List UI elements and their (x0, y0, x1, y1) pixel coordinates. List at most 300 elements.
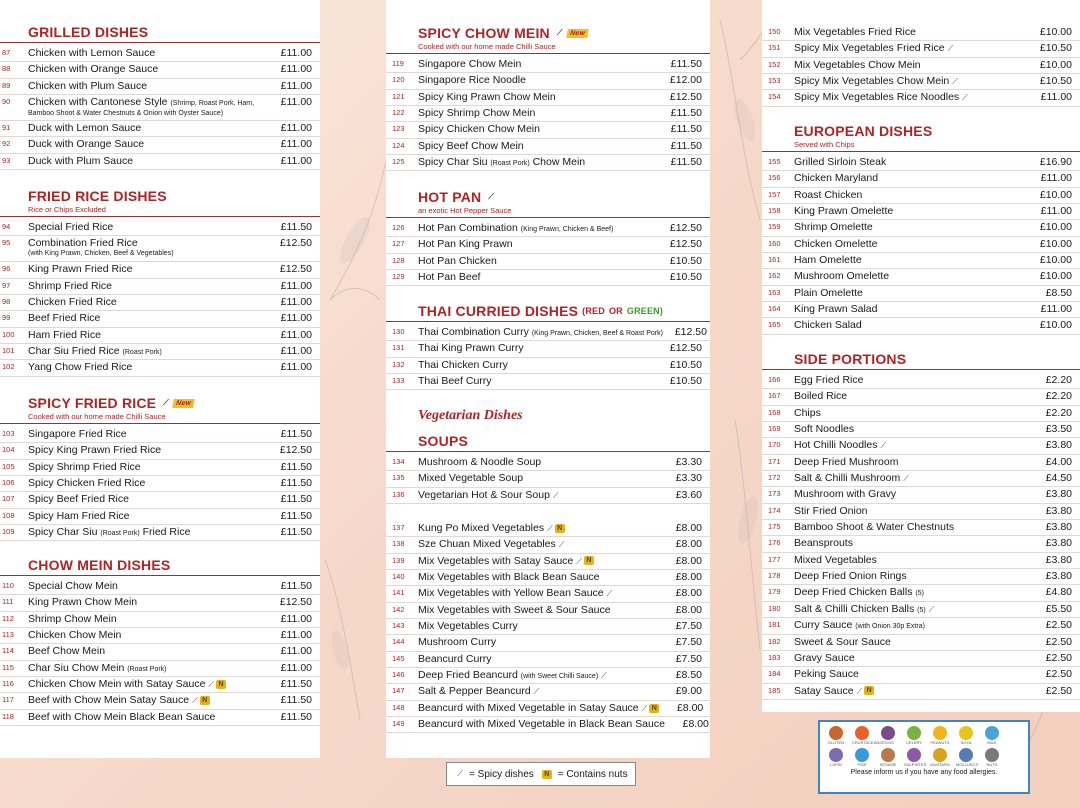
item-name-text: Spicy Chicken Chow Mein (418, 123, 540, 136)
menu-item (386, 106, 710, 122)
menu-item (0, 525, 320, 541)
item-price: £10.00 (1039, 237, 1072, 250)
item-name (794, 635, 1028, 649)
item-number: 176 (768, 538, 781, 548)
nut-icon: N (584, 556, 594, 565)
item-name-text: Salt & Chilli Mushroom (794, 472, 901, 485)
menu-item (386, 270, 710, 286)
item-list (386, 325, 710, 390)
item-name (794, 58, 1028, 72)
item-name-text: King Prawn Salad (794, 303, 878, 316)
item-note: (Roast Pork) (100, 530, 140, 538)
section-subtitle: an exotic Hot Pepper Sauce (418, 206, 512, 215)
item-number: 100 (2, 329, 15, 339)
item-name-text: Hot Pan Chicken (418, 254, 497, 267)
section-title-text: THAI CURRIED DISHES (418, 303, 579, 319)
allergen-milk-icon (982, 726, 1002, 746)
item-name-text: Duck with Plum Sauce (28, 154, 134, 167)
item-number: 148 (392, 702, 405, 712)
item-name (794, 487, 1028, 501)
item-number: 106 (2, 478, 15, 488)
item-number: 123 (392, 124, 405, 134)
item-name-text: Deep Fried Onion Rings (794, 570, 907, 583)
item-name (794, 389, 1028, 403)
menu-item (0, 710, 320, 726)
item-price: £7.50 (675, 636, 702, 649)
item-name-text: Char Siu Fried Rice (28, 345, 120, 358)
item-name (794, 318, 1028, 332)
item-name-text: Thai Beef Curry (418, 375, 492, 388)
item-name-text: Mushroom with Gravy (794, 488, 897, 501)
item-name (28, 525, 268, 540)
menu-item (762, 667, 1080, 683)
nut-icon: N (555, 524, 565, 533)
allergen-label: SOYA (960, 740, 972, 745)
item-name-text: King Prawn Omelette (794, 205, 894, 218)
item-number: 87 (2, 48, 11, 57)
menu-item (762, 318, 1080, 334)
item-name (794, 504, 1028, 518)
item-name (418, 668, 658, 683)
menu-item (0, 693, 320, 709)
item-name-text: Mushroom Omelette (794, 270, 890, 283)
item-number: 97 (2, 280, 11, 290)
menu-item (386, 521, 710, 537)
menu-item (762, 188, 1080, 204)
menu-item (386, 619, 710, 635)
item-price: £10.00 (1039, 26, 1072, 38)
item-number: 169 (768, 424, 781, 434)
item-note: (King Prawn, Chicken, Beef & Roast Pork) (531, 330, 663, 337)
item-number: 170 (768, 440, 781, 450)
chilli-icon: ⟋ (558, 540, 565, 550)
item-price: £11.50 (280, 428, 312, 440)
green-label: GREEN) (626, 306, 664, 316)
item-price: £11.50 (280, 460, 312, 473)
section-subtitle: Rice or Chips Excluded (28, 205, 106, 214)
item-name (28, 311, 268, 325)
menu-item (386, 374, 710, 390)
item-name-text: Spicy Mix Vegetables Rice Noodles (794, 91, 960, 104)
item-price: £2.50 (1045, 619, 1072, 632)
menu-item (762, 74, 1080, 90)
item-number: 142 (392, 604, 405, 614)
item-name-text: Duck with Orange Sauce (28, 138, 145, 151)
item-number: 152 (768, 59, 781, 69)
allergen-sulphites-icon (904, 748, 927, 768)
allergen-gluten-icon (826, 726, 846, 746)
item-name-text: Ham Fried Rice (28, 328, 101, 341)
chilli-icon: ⟋ (641, 703, 648, 713)
item-name-text: Mushroom & Noodle Soup (418, 456, 542, 468)
item-name-suffix: Fried Rice (142, 526, 191, 539)
menu-item (762, 220, 1080, 236)
item-list (762, 25, 1080, 107)
item-name-text: Beef with Chow Mein Black Bean Sauce (28, 710, 216, 723)
item-name-text: Shrimp Fried Rice (28, 279, 113, 292)
item-name (794, 90, 1028, 104)
item-price: £4.80 (1045, 586, 1072, 599)
allergen-sesame-icon (878, 748, 898, 768)
item-number: 181 (768, 620, 781, 630)
item-number: 174 (768, 505, 781, 515)
menu-item (0, 612, 320, 628)
item-name (794, 602, 1028, 617)
item-name (28, 137, 268, 151)
item-price: £10.00 (1039, 188, 1072, 201)
item-note: (5) (917, 606, 926, 614)
chilli-icon: ⟋ (488, 192, 495, 201)
item-number: 156 (768, 173, 781, 183)
allergen-crustaceans-icon (852, 726, 882, 746)
item-name-text: Mix Vegetables Curry (418, 620, 518, 633)
item-name-text: Plain Omelette (794, 286, 863, 299)
item-price: £16.90 (1039, 156, 1072, 168)
section-rule (762, 151, 1080, 152)
item-number: 138 (392, 539, 405, 549)
item-price: £3.80 (1045, 488, 1072, 501)
item-price: £3.80 (1045, 504, 1072, 517)
item-number: 130 (392, 327, 405, 336)
item-name-text: Satay Sauce (794, 684, 854, 697)
section-title-text: SPICY CHOW MEIN (418, 25, 550, 41)
item-number: 105 (2, 461, 15, 471)
item-number: 90 (2, 97, 11, 107)
menu-item (762, 455, 1080, 471)
item-price: £8.00 (675, 554, 702, 567)
item-name (28, 509, 268, 523)
menu-item (0, 137, 320, 153)
allergen-celery-icon (904, 726, 924, 746)
item-number: 177 (768, 554, 781, 564)
item-number: 99 (2, 313, 11, 323)
menu-item (0, 644, 320, 660)
item-price: £11.00 (280, 138, 312, 151)
menu-item (0, 328, 320, 344)
item-name-text: Singapore Chow Mein (418, 58, 522, 70)
item-price: £9.00 (675, 685, 702, 698)
chilli-icon: ⟋ (208, 680, 215, 690)
menu-item (762, 204, 1080, 220)
item-price: £11.50 (670, 107, 702, 120)
item-name-text: Deep Fried Chicken Balls (794, 586, 913, 599)
item-number: 143 (392, 621, 405, 631)
item-name (28, 476, 268, 490)
menu-item (762, 90, 1080, 106)
item-price: £12.50 (669, 238, 702, 251)
item-price: £2.50 (1045, 684, 1072, 697)
item-list (386, 57, 710, 171)
allergen-dot (855, 748, 869, 762)
item-number: 140 (392, 572, 405, 582)
item-number: 185 (768, 685, 781, 695)
item-number: 171 (768, 456, 781, 466)
item-name (418, 603, 658, 617)
chilli-icon: ⟋ (552, 490, 559, 500)
menu-item (386, 90, 710, 106)
item-name (418, 358, 658, 372)
item-name (794, 553, 1028, 567)
item-price: £8.50 (675, 669, 702, 682)
item-price: £3.50 (1045, 423, 1072, 436)
item-name (794, 651, 1028, 665)
menu-item (386, 717, 710, 733)
item-number: 149 (392, 719, 405, 729)
item-number: 160 (768, 238, 781, 248)
item-name (28, 154, 268, 168)
menu-item (386, 341, 710, 357)
item-name (794, 302, 1028, 316)
item-price: £11.50 (280, 694, 312, 707)
item-name (418, 471, 658, 485)
item-name-text: Yang Chow Fried Rice (28, 361, 133, 374)
item-note: (Roast Pork) (490, 160, 530, 168)
menu-item (762, 585, 1080, 601)
chilli-icon: ⟋ (547, 524, 553, 533)
item-name-text: King Prawn Chow Mein (28, 596, 138, 609)
item-price: £2.50 (1045, 668, 1072, 681)
item-number: 164 (768, 304, 781, 314)
item-name-text: Thai King Prawn Curry (418, 342, 524, 355)
menu-item (386, 488, 710, 504)
new-badge: New (172, 399, 195, 408)
item-price: £11.00 (280, 122, 312, 135)
menu-item (762, 471, 1080, 487)
item-list (762, 373, 1080, 700)
chilli-icon: ⟋ (192, 696, 198, 706)
item-price: £8.00 (676, 701, 704, 714)
item-number: 115 (2, 662, 14, 672)
item-price: £11.00 (280, 328, 312, 341)
item-name-text: Chips (794, 406, 821, 419)
item-name-text: Mix Vegetables Fried Rice (794, 26, 916, 38)
item-number: 98 (2, 297, 11, 307)
chilli-icon: ⟋ (962, 93, 968, 103)
item-name (28, 236, 268, 258)
item-note: (Roast Pork) (122, 349, 162, 357)
menu-item (386, 455, 710, 471)
chilli-icon: ⟋ (163, 398, 170, 407)
item-price: £11.00 (1040, 303, 1072, 316)
item-name-text: Grilled Sirloin Steak (794, 156, 887, 168)
item-number: 92 (2, 139, 11, 149)
section-spicy-fried-rice (0, 395, 320, 541)
item-name (794, 455, 1028, 469)
item-name (794, 585, 1028, 600)
item-price: £10.50 (669, 358, 702, 371)
menu-item (386, 155, 710, 171)
item-number: 95 (2, 238, 11, 248)
item-price: £3.80 (1045, 570, 1072, 583)
item-list (386, 455, 710, 504)
item-note: (5) (915, 590, 924, 598)
menu-item (0, 460, 320, 476)
menu-item (386, 537, 710, 553)
item-name (794, 237, 1028, 251)
item-price: £11.50 (280, 477, 312, 490)
chilli-icon: ⟋ (556, 28, 563, 37)
chilli-icon: ⟋ (601, 671, 607, 681)
legend-nuts: = Contains nuts (557, 768, 628, 780)
item-name-text: Spicy Mix Vegetables Chow Mein (794, 75, 950, 88)
item-list (762, 155, 1080, 335)
item-name (28, 220, 268, 234)
allergen-dot (933, 726, 947, 740)
item-number: 114 (2, 646, 14, 656)
item-price: £4.00 (1045, 455, 1072, 468)
item-price: £10.50 (669, 375, 702, 388)
menu-item (386, 221, 710, 237)
allergen-label: MUSTARD (930, 762, 950, 767)
item-number: 118 (2, 711, 14, 721)
menu-item (0, 677, 320, 693)
item-subnote: (with King Prawn, Chicken, Beef & Vegetables) (28, 250, 174, 258)
item-name-text: Spicy King Prawn Chow Mein (418, 90, 556, 103)
item-name-text: Peking Sauce (794, 668, 859, 681)
nut-icon: N (649, 704, 659, 713)
item-price: £12.50 (674, 326, 707, 338)
allergen-molluscs-icon (956, 748, 979, 768)
item-name-text: Sze Chuan Mixed Vegetables (418, 538, 556, 551)
item-name-text: Hot Pan Beef (418, 271, 481, 284)
item-name-text: Chicken with Orange Sauce (28, 63, 159, 76)
menu-item (762, 269, 1080, 285)
item-number: 141 (392, 588, 405, 598)
allergen-label: MILK (987, 740, 997, 745)
item-number: 162 (768, 271, 781, 281)
item-name (418, 586, 658, 600)
item-number: 145 (392, 653, 405, 663)
section-title: CHOW MEIN DISHES (28, 557, 171, 573)
menu-item (386, 139, 710, 155)
item-name-text: Egg Fried Rice (794, 374, 864, 386)
allergen-label: NUTS (986, 762, 998, 767)
item-name-text: Chicken Chow Mein (28, 629, 122, 642)
item-list (386, 521, 710, 733)
item-name-text: Roast Chicken (794, 188, 863, 201)
item-price: £11.00 (1040, 205, 1072, 218)
allergen-nuts-icon (982, 748, 1002, 768)
item-price: £3.30 (675, 472, 702, 485)
or-label: OR (608, 306, 623, 316)
allergen-lupin-icon (826, 748, 846, 768)
menu-item (762, 684, 1080, 700)
item-price: £10.50 (669, 254, 702, 267)
item-number: 180 (768, 603, 781, 613)
item-price: £11.00 (280, 296, 312, 309)
item-price: £11.50 (670, 139, 702, 152)
menu-item (0, 79, 320, 95)
item-number: 137 (392, 523, 405, 532)
item-number: 154 (768, 92, 781, 102)
item-price: £2.20 (1045, 390, 1072, 403)
item-price: £11.00 (280, 154, 312, 167)
section-subtitle: Cooked with our home made Chilli Sauce (418, 42, 556, 51)
item-number: 147 (392, 686, 405, 696)
item-price: £11.00 (280, 96, 312, 109)
item-price: £3.80 (1045, 537, 1072, 550)
allergen-dot (881, 748, 895, 762)
item-name-text: Beef Fried Rice (28, 312, 101, 325)
vegetarian-heading: Vegetarian Dishes (418, 408, 523, 423)
section-european-dishes (762, 123, 1080, 335)
item-number: 101 (2, 346, 15, 356)
section-subtitle: Cooked with our home made Chilli Sauce (28, 412, 166, 421)
item-name-text: Soft Noodles (794, 423, 855, 436)
allergen-label: GLUTEN (827, 740, 845, 745)
section-vegetarian (386, 408, 710, 424)
menu-column-3 (762, 0, 1080, 712)
chilli-icon: ⟋ (856, 686, 863, 696)
item-name-text: Thai Combination Curry (418, 326, 529, 338)
menu-item (0, 220, 320, 236)
allergen-label: SULPHITES (904, 762, 927, 767)
allergen-label: EGGS (882, 740, 894, 745)
legend-spicy: = Spicy dishes (469, 768, 534, 780)
menu-item (0, 121, 320, 137)
menu-item (762, 373, 1080, 389)
chilli-icon: ⟋ (928, 604, 935, 614)
section-chow-mein-dishes (0, 557, 320, 726)
item-number: 128 (392, 255, 405, 265)
item-name-text: Combination Fried Rice (28, 237, 138, 250)
item-price: £11.00 (280, 629, 312, 642)
item-price: £11.00 (280, 79, 312, 92)
item-price: £8.00 (682, 718, 709, 731)
item-name-text: Chicken with Plum Sauce (28, 79, 148, 92)
allergen-soya-icon (956, 726, 976, 746)
item-price: £7.50 (675, 620, 702, 633)
item-number: 136 (392, 489, 405, 499)
item-price: £12.50 (669, 342, 702, 355)
item-price: £2.50 (1045, 651, 1072, 664)
item-name-text: Chicken with Lemon Sauce (28, 47, 156, 59)
item-number: 96 (2, 264, 11, 274)
item-name-text: Mushroom Curry (418, 636, 497, 649)
allergen-label: CRUSTACEANS (852, 740, 882, 745)
item-name-text: Mix Vegetables with Sweet & Sour Sauce (418, 603, 611, 616)
item-name (418, 684, 658, 698)
item-name (418, 270, 658, 284)
item-price: £11.50 (280, 678, 312, 691)
item-price: £2.20 (1045, 406, 1072, 419)
item-name (794, 471, 1028, 485)
item-price: £8.00 (675, 538, 702, 551)
section-fried-rice-dishes (0, 188, 320, 377)
menu-item (762, 171, 1080, 187)
item-name-text: Chicken Omelette (794, 237, 878, 250)
menu-item (762, 487, 1080, 503)
item-name (418, 717, 665, 731)
item-name (28, 62, 268, 76)
menu-item (386, 635, 710, 651)
item-price: £11.00 (280, 612, 312, 625)
item-name-text: Salt & Pepper Beancurd (418, 685, 531, 698)
item-name-text: Hot Chilli Noodles (794, 439, 878, 452)
item-name (418, 90, 658, 104)
item-name (28, 661, 268, 676)
item-number: 110 (2, 581, 14, 590)
section-grilled-dishes (0, 24, 320, 170)
item-number: 91 (2, 123, 11, 133)
item-number: 121 (392, 91, 405, 101)
section-rule (0, 42, 320, 43)
item-name-text: Kung Po Mixed Vegetables (418, 522, 545, 534)
item-number: 89 (2, 80, 11, 90)
allergy-panel (818, 720, 1030, 794)
item-name (28, 279, 268, 293)
allergy-note: Please inform us if you have any food allergies. (850, 769, 998, 776)
